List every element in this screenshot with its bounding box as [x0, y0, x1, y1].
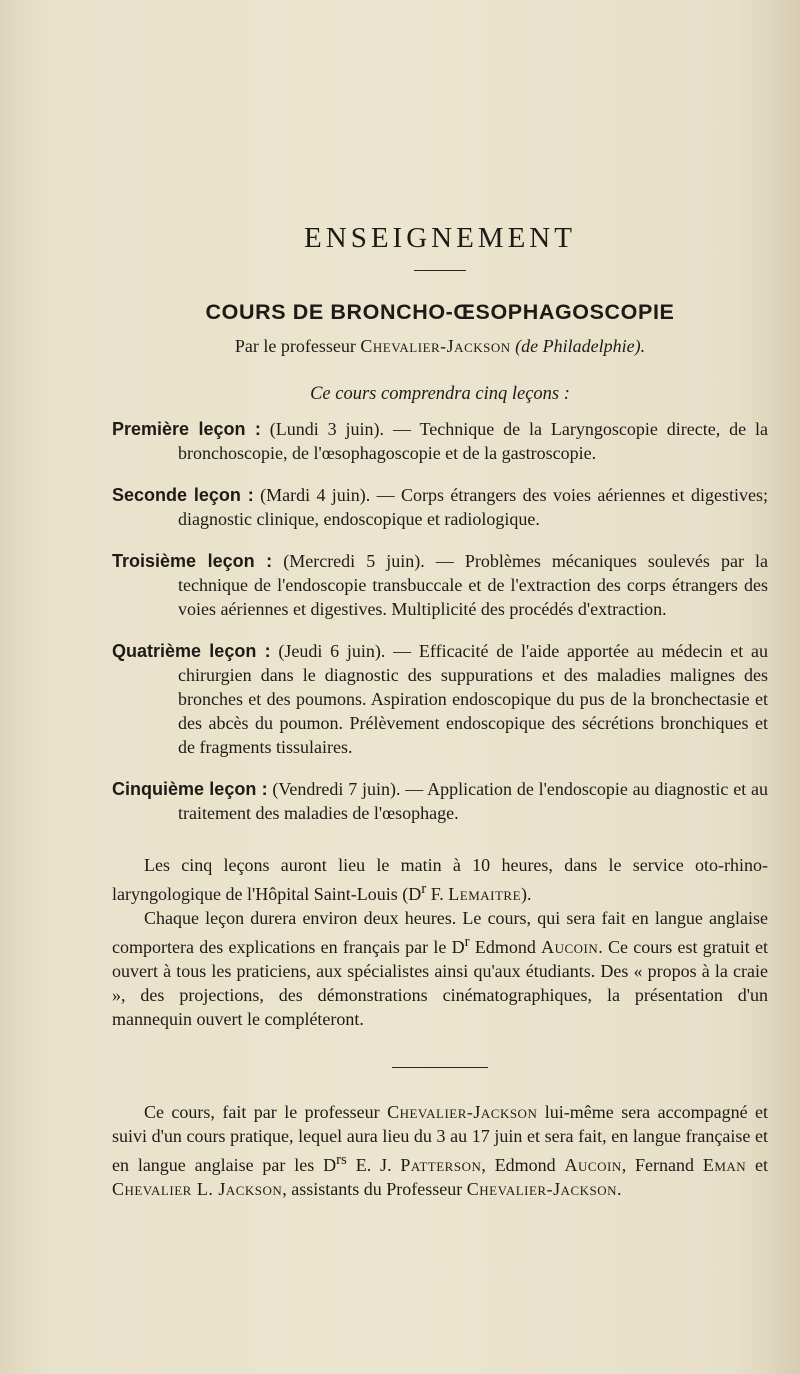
person-name: Aucoin	[564, 1155, 622, 1175]
lesson-heading: Cinquième leçon :	[112, 779, 268, 799]
text-run: , Fernand	[621, 1155, 703, 1175]
heading-rule	[414, 270, 466, 271]
details-block	[112, 853, 768, 1031]
lesson-text: (Jeudi 6 juin). — Efficacité de l'aide apportée au médecin et au chirurgien dans le diagnostic des suppurations et des maladies malignes des bronches et des poumons. Aspiration endoscopique du pus de la bronchectasie et des abcès du poumon. Prélèvement endoscopique des sécrétions bronchiques et de fragments tissulaires.	[178, 641, 769, 757]
lesson-heading: Seconde leçon :	[112, 485, 254, 505]
lesson-5	[112, 777, 768, 825]
text-run: , assistants du Professeur	[282, 1179, 467, 1199]
course-title: COURS DE BRONCHO-ŒSOPHAGOSCOPIE	[205, 300, 675, 324]
lesson-heading: Quatrième leçon :	[112, 641, 271, 661]
lesson-text: (Vendredi 7 juin). — Application de l'endoscopie au diagnostic et au traitement des maladies de l'œsophage.	[178, 779, 768, 823]
intro-line: Ce cours comprendra cinq leçons :	[310, 384, 570, 404]
lesson-text: (Mardi 4 juin). — Corps étrangers des voies aériennes et digestives; diagnostic clinique, endoscopique et radiologique.	[178, 485, 769, 529]
text-run: F.	[426, 884, 449, 904]
title-abbrev: rs	[336, 1152, 347, 1168]
title-abbrev: r	[464, 934, 470, 950]
lesson-heading: Première leçon :	[112, 419, 261, 439]
text-run: . Ce cours est gratuit et ouvert à tous les praticiens, aux spécialistes ainsi qu'aux étudiants. Des « propos à la craie », des projections, des démonstrations cinématographiques, la présentation d'un mannequin ouvert le compléteront.	[112, 937, 768, 1029]
text-run: ).	[521, 884, 532, 904]
byline	[112, 333, 768, 359]
section-heading: ENSEIGNEMENT	[304, 222, 576, 254]
document-body	[112, 220, 768, 1201]
person-name: Chevalier L. Jackson	[112, 1179, 283, 1199]
text-run: lui-même sera accompagné et suivi d'un cours pratique, lequel aura lieu du 3 au 17 juin et sera fait, en langue française et en langue anglaise par les D	[112, 1102, 768, 1175]
person-name: Patterson	[400, 1155, 482, 1175]
person-name: Chevalier-Jackson	[387, 1102, 538, 1122]
person-name: Aucoin	[541, 937, 599, 957]
text-run: Chaque leçon durera environ deux heures. Le cours, qui sera fait en langue anglaise comportera des explications en français par le D	[112, 908, 768, 957]
closing-paragraph	[112, 1100, 768, 1201]
lesson-text: (Lundi 3 juin). — Technique de la Laryngoscopie directe, de la bronchoscopie, de l'œsophagoscopie et de la gastroscopie.	[178, 419, 768, 463]
person-name: Lemaitre	[448, 884, 522, 904]
affiliation: (de Philadelphie).	[515, 336, 646, 356]
text-run: et	[746, 1155, 768, 1175]
section-divider	[392, 1067, 488, 1068]
lesson-3	[112, 549, 768, 621]
lesson-list	[112, 417, 768, 825]
text-run: E. J.	[346, 1155, 401, 1175]
byline-prefix: Par le professeur	[234, 336, 356, 356]
title-abbrev: r	[421, 881, 427, 897]
lesson-4	[112, 639, 768, 759]
lesson-text: (Mercredi 5 juin). — Problèmes mécaniques soulevés par la technique de l'endoscopie transbuccale et de l'extraction des corps étrangers des voies aériennes et digestives. Multiplicité des procédés d'extraction.	[178, 551, 768, 619]
lesson-1	[112, 417, 768, 465]
text-run: , Edmond	[481, 1155, 565, 1175]
professor-name: Chevalier-Jackson	[360, 336, 511, 356]
location-paragraph	[112, 853, 768, 906]
lesson-2	[112, 483, 768, 531]
text-run: Ce cours, fait par le professeur	[144, 1102, 388, 1122]
person-name: Eman	[702, 1155, 747, 1175]
lesson-heading: Troisième leçon :	[112, 551, 273, 571]
text-run: .	[617, 1179, 622, 1199]
text-run: Edmond	[469, 937, 542, 957]
format-paragraph	[112, 906, 768, 1031]
text-run: Les cinq leçons auront lieu le matin à 10 heures, dans le service oto-rhino-laryngologique de l'Hôpital Saint-Louis (D	[112, 855, 768, 904]
person-name: Chevalier-Jackson	[466, 1179, 618, 1199]
